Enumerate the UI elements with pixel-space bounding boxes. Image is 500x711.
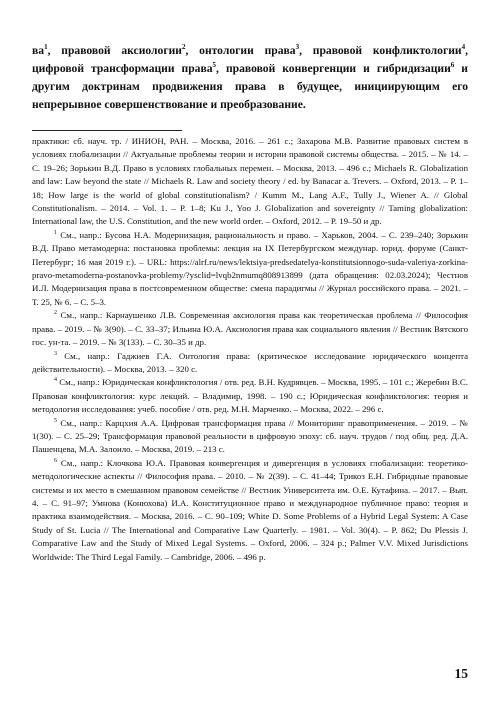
footnote-ref[interactable]: 6 <box>450 61 455 70</box>
footnote-text: См., напр.: Клочкова Ю.А. Правовая конвергенция и дивергенция в условиях глобализации: теоретико-методологические аспекты // Философия права. – 2010. – № 2(39). – С. 41–44; Трикоз Е.Н. Гибридные правовые системы и их место в смешанном правовом семействе // Вестник Университета им. О.Е. Кутафина. – 2017. – Вып. 4. – С. 91–97; Умнова (Конюхова) И.А. Конституционное право и международное публичное право: теория и практика взаимодействия. – Москва, 2016. – С. 90–109; White D. Some Problems of a Hybrid Legal System: A Case Study of St. Lucia // The International and Comparative Law Quarterly. – 1981. – Vol. 30(4). – P. 862; Du Plessis J. Comparative Law and the Study of Mixed Legal Systems. – Oxford, 2006. – 324 p.; Palmer V.V. Mixed Jurisdictions Worldwide: The Third Legal Family. – Cambridge, 2006. – 496 p. <box>32 457 468 562</box>
main-paragraph <box>32 42 468 114</box>
footnote-number: 1 <box>54 229 57 236</box>
footnote-text: См., напр.: Карнаушенко Л.В. Современная аксиология права как теоретическая проблема // Философия права. – 2019. – № 3(90). – С. 33–37; Ильина Ю.А. Аксиология права как социального явления // Вестник Вятского гос. ун-та. – 2019. – № 3(133). – С. 30–35 и др. <box>32 310 468 348</box>
footnote-ref[interactable]: 5 <box>212 61 217 70</box>
footnote-number: 2 <box>54 310 57 317</box>
footnote-ref[interactable]: 1 <box>44 43 48 52</box>
text-fragment: , онтологии права <box>185 44 296 57</box>
text-fragment: , правовой аксиологии <box>47 44 182 57</box>
text-fragment: и другим доктринам продвижения права в будущее, инициирующим его непрерывное совершенствование и преобразование. <box>32 62 468 111</box>
text-fragment: , правовой конфликтологии <box>299 44 462 57</box>
footnote-1 <box>32 229 468 309</box>
text-fragment: , цифровой трансформации права <box>32 44 468 75</box>
footnote-number: 3 <box>54 350 57 357</box>
text-fragment: , правовой конвергенции и гибридизации <box>216 62 451 75</box>
footnote-continuation: практики: сб. науч. тр. / ИНИОН, РАН. – Москва, 2016. – 261 с.; Захарова М.В. Развитие правовых систем в условиях глобализации // Актуальные проблемы теории и истории правовой системы общества. – 2015. – № 14. – С. 19–26; Зорькин В.Д. Право в условиях глобальных перемен. – Москва, 2013. – 496 с.; Michaels R. Globalization and law: Law beyond the state // Michaels R. Law and society theory / ed. by Banacar a. Trevers. – Oxford, 2013. – P. 1–18; How large is the world of global constitutionalism? / Kumm M., Lang A.F., Tully J., Wiener A. // Global Constitutionalism. – 2014. – Vol. 1. – P. 1–8; Ku J., Yoo J. Globalization and sovereignty // Taming globalization: International law, the U.S. Constitution, and the new world order. – Oxford, 2012. – P. 19–50 и др. <box>32 136 468 227</box>
footnote-6 <box>32 457 468 564</box>
footnote-number: 4 <box>54 377 57 384</box>
footnote-ref[interactable]: 4 <box>461 43 466 52</box>
footnote-text: См., напр.: Гаджиев Г.А. Онтология права: (критическое исследование юридического концепта действительности). – Москва, 2013. – 320 с. <box>32 350 468 374</box>
footnote-number: 6 <box>54 457 57 464</box>
footnote-text: См., напр.: Карцхия А.А. Цифровая трансформация права // Мониторинг правоприменения. – 2019. – № 1(30). – С. 25–29; Трансформация правовой реальности в цифровую эпоху: сб. науч. трудов / под общ. ред. Д.А. Пашенцева, М.А. Залоило. – Москва, 2019. – 213 с. <box>32 417 468 455</box>
footnote-number: 5 <box>54 417 57 424</box>
footnotes <box>32 135 468 564</box>
text-fragment: ва <box>32 44 45 57</box>
footnote-text: См., напр.: Юридическая конфликтология / отв. ред. В.Н. Кудрявцев. – Москва, 1995. – 101 с.; Жеребин В.С. Правовая конфликтология: курс лекций. – Владимир, 1998. – 190 с.; Юридическая конфликтология: теория и методология исследования: учеб. пособие / отв. ред. М.Н. Марченко. – Москва, 2022. – 296 с. <box>32 377 468 415</box>
footnote-5 <box>32 417 468 457</box>
footnote-text: См., напр.: Бусова Н.А. Модернизация, рациональность и право. – Харьков, 2004. – С. 239–240; Зорькин В.Д. Право метамодерна: постановка проблемы: лекция на IX Петербургском междунар. юрид. форуме (Санкт-Петербург; 16 мая 2019 г.). – URL: https://alrf.ru/news/lektsiya-predsedatelya-konstitutsionnogo-suda-valeriya-zorkina-pravo-metamoderna-postanovka-problemy/?ysclid=lvqb2nmumq808913899 (дата обращения: 02.03.2024); Честнов И.Л. Модернизация права в постсовременном обществе: смена парадигмы // Журнал российского права. – 2021. – Т. 25, № 6. – С. 5–3. <box>32 229 468 307</box>
footnote-ref[interactable]: 2 <box>181 43 186 52</box>
footnote-2 <box>32 309 468 349</box>
footnote-separator <box>32 130 182 131</box>
footnote-3 <box>32 350 468 377</box>
page-number: 15 <box>454 666 468 681</box>
footnote-4 <box>32 376 468 416</box>
footnote-ref[interactable]: 3 <box>295 43 300 52</box>
